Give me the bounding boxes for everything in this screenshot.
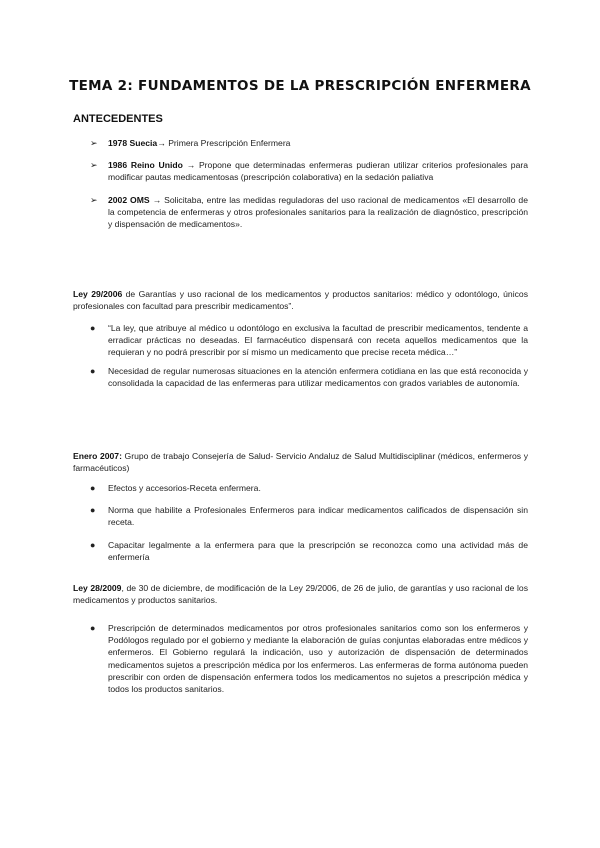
bullet-icon: ● (90, 539, 96, 550)
list-item (90, 365, 528, 389)
list-item (90, 322, 528, 359)
paragraph-text: Grupo de trabajo Consejería de Salud- Servicio Andaluz de Salud Multidisciplinar (médicos, enfermeros y farmacéuticos) (73, 451, 528, 474)
arrow-bullet-icon: ➢ (90, 160, 98, 171)
list-item (90, 539, 528, 563)
list-item (90, 194, 528, 231)
bullet-icon: ● (90, 365, 96, 376)
page-title: TEMA 2: FUNDAMENTOS DE LA PRESCRIPCIÓN ENFERMERA (69, 78, 531, 94)
bullet-icon: ● (90, 323, 96, 333)
item-lead: 1986 Reino Unido (108, 160, 183, 171)
ley-2006-bullets (90, 322, 528, 389)
arrow-bullet-icon: ➢ (90, 138, 98, 148)
antecedentes-list (90, 137, 528, 230)
item-text: “La ley, que atribuye al médico u odontólogo en exclusiva la facultad de prescribir medicamentos, tendente a erradicar prácticas no deseadas. El farmacéutico dispensará con receta aquellos medicamentos que la requieran y no podrá prescribir por sí mismo un medicamento que precise receta médica…” (108, 323, 528, 358)
item-text: → Solicitaba, entre las medidas reguladoras del uso racional de medicamentos «El desarrollo de la competencia de enfermeras y otros profesionales sanitarios para la realización de diagnóstico, prescripción y dispensación de medicamentos». (108, 194, 528, 230)
list-item (90, 622, 528, 695)
item-text: → Primera Prescripción Enfermera (157, 138, 291, 148)
bullet-icon: ● (90, 483, 96, 493)
item-text: Norma que habilite a Profesionales Enfermeros para indicar medicamentos calificados de dispensación sin receta. (108, 505, 528, 528)
enero-2007-paragraph (73, 450, 528, 474)
ley-2006-paragraph (73, 288, 528, 312)
item-text: Necesidad de regular numerosas situaciones en la atención enfermera cotidiana en las que está reconocida y consolidada la capacidad de las enfermeras para utilizar medicamentos con grados variables de autonomía. (108, 365, 528, 388)
list-item (90, 159, 528, 183)
item-text: Efectos y accesorios-Receta enfermera. (108, 483, 261, 493)
item-text: Prescripción de determinados medicamentos por otros profesionales sanitarios como son los enfermeros y Podólogos regulado por el gobierno y mediante la elaboración de guías conjuntas elaboradas entre médicos y enfermeros. El Gobierno regulará la indicación, uso y autorización de dispensación de determinados medicamentos sujetos a prescripción médica por los enfermeros. Las enfermeras de forma autónoma pueden prescribir con orden de dispensación enfermera todos los medicamentos no sujetos a prescripción médica y todos los productos sanitarios. (108, 623, 528, 695)
list-item (90, 137, 528, 149)
bullet-icon: ● (90, 505, 96, 516)
list-item (90, 482, 528, 494)
enero-2007-bullets (90, 482, 528, 563)
paragraph-lead: Ley 28/2009 (73, 583, 122, 593)
item-lead: 1978 Suecia (108, 138, 158, 148)
ley-2009-paragraph (73, 582, 528, 606)
antecedentes-heading: ANTECEDENTES (73, 113, 163, 125)
ley-2009-bullets (90, 622, 528, 695)
bullet-icon: ● (90, 623, 96, 633)
item-text: Capacitar legalmente a la enfermera para que la prescripción se reconozca como una actividad más de enfermería (108, 539, 528, 562)
arrow-bullet-icon: ➢ (90, 194, 98, 205)
paragraph-text: de Garantías y uso racional de los medicamentos y productos sanitarios: médico y odontólogo, únicos profesionales con facultad para prescribir medicamentos”. (73, 289, 528, 312)
item-lead: 2002 OMS (108, 194, 150, 205)
paragraph-lead: Ley 29/2006 (73, 289, 123, 299)
item-text: → Propone que determinadas enfermeras pudieran utilizar criterios profesionales para modificar pautas medicamentosas (prescripción colaborativa) en la sedación paliativa (108, 160, 529, 183)
list-item (90, 504, 528, 528)
paragraph-lead: Enero 2007: (73, 451, 122, 461)
paragraph-text: , de 30 de diciembre, de modificación de la Ley 29/2006, de 26 de julio, de garantías y uso racional de los medicamentos y productos sanitarios. (73, 583, 528, 606)
